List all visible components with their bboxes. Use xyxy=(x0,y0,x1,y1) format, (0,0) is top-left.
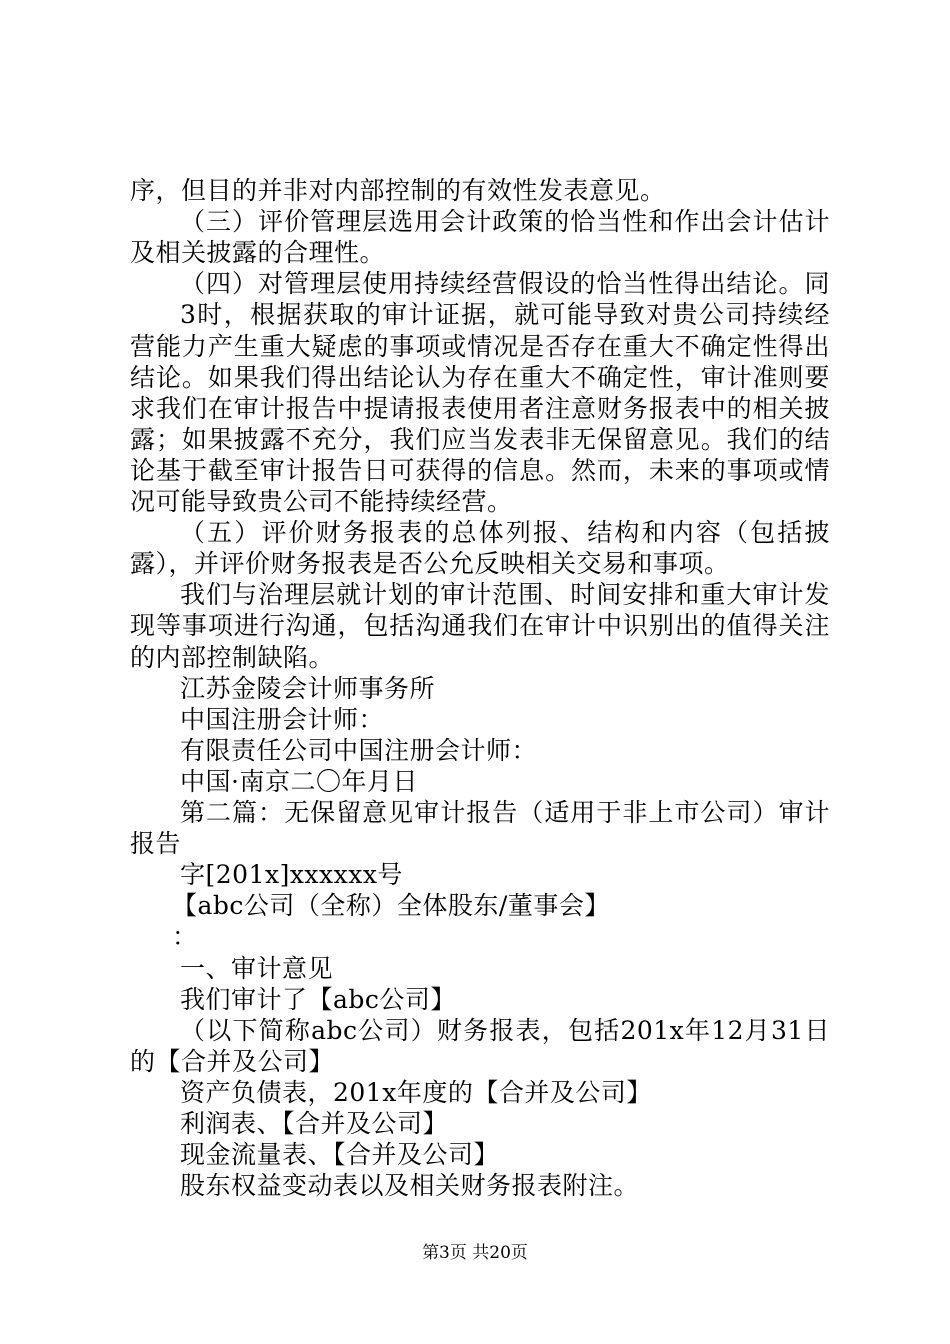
text-line: 现金流量表、【合并及公司】 xyxy=(180,1140,500,1170)
text-line: 营能力产生重大疑虑的事项或情况是否存在重大不确定性得出 xyxy=(130,331,830,361)
page-footer: 第3页 共20页 xyxy=(422,1243,528,1263)
text-line: 我们审计了【abc公司】 xyxy=(180,984,456,1014)
text-line: 中国·南京二〇年月日 xyxy=(180,766,418,796)
text-line: （以下简称abc公司）财务报表，包括201x年12月31日 xyxy=(180,1015,830,1045)
text-line: 现等事项进行沟通，包括沟通我们在审计中识别出的值得关注 xyxy=(130,611,830,641)
text-line: 一、审计意见 xyxy=(180,953,334,983)
text-line: 求我们在审计报告中提请报表使用者注意财务报表中的相关披 xyxy=(130,393,830,423)
text-line: 股东权益变动表以及相关财务报表附注。 xyxy=(180,1171,640,1201)
text-line: 第二篇：无保留意见审计报告（适用于非上市公司）审计 xyxy=(180,798,830,827)
text-line: 露），并评价财务报表是否公允反映相关交易和事项。 xyxy=(130,549,730,579)
text-line: 序，但目的并非对内部控制的有效性发表意见。 xyxy=(130,176,666,205)
text-line: 江苏金陵会计师事务所 xyxy=(180,673,436,703)
text-line: 有限责任公司中国注册会计师： xyxy=(180,735,538,765)
text-line: 结论。如果我们得出结论认为存在重大不确定性，审计准则要 xyxy=(130,362,830,392)
text-line: 中国注册会计师： xyxy=(180,704,385,734)
text-line: ： xyxy=(172,922,198,952)
text-line: 【abc公司（全称）全体股东/董事会】 xyxy=(172,891,610,921)
text-line: 我们与治理层就计划的审计范围、时间安排和重大审计发 xyxy=(180,580,830,610)
text-line: 论基于截至审计报告日可获得的信息。然而，未来的事项或情 xyxy=(130,455,830,485)
text-line: 3时，根据获取的审计证据，就可能导致对贵公司持续经 xyxy=(180,300,830,330)
text-line: （三）评价管理层选用会计政策的恰当性和作出会计估计 xyxy=(180,207,830,237)
text-line: 的内部控制缺陷。 xyxy=(130,642,335,672)
text-line: （四）对管理层使用持续经营假设的恰当性得出结论。同 xyxy=(180,269,830,299)
text-line: 利润表、【合并及公司】 xyxy=(180,1109,449,1138)
text-line: 及相关披露的合理性。 xyxy=(130,238,386,268)
text-line: 露；如果披露不充分，我们应当发表非无保留意见。我们的结 xyxy=(130,424,830,454)
text-line: 报告 xyxy=(130,829,182,859)
text-line: 的【合并及公司】 xyxy=(130,1046,335,1076)
text-line: 字[201x]xxxxxx号 xyxy=(180,860,403,890)
text-line: （五）评价财务报表的总体列报、结构和内容（包括披 xyxy=(180,518,830,548)
text-line: 资产负债表，201x年度的【合并及公司】 xyxy=(180,1077,652,1107)
text-line: 况可能导致贵公司不能持续经营。 xyxy=(130,487,513,516)
